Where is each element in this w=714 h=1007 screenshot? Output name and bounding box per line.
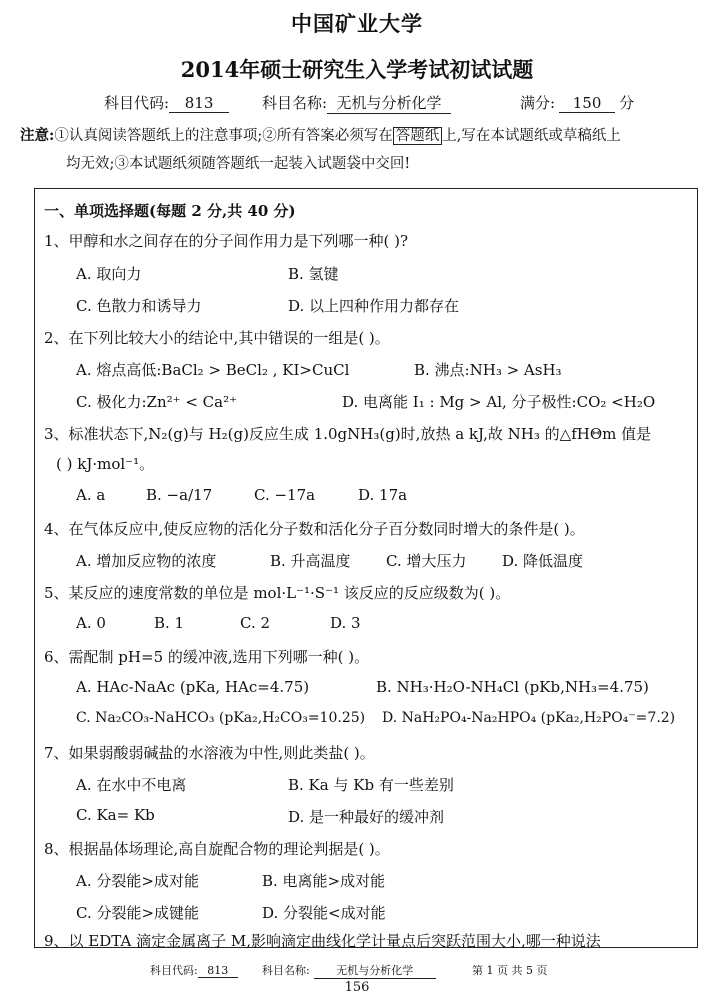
question-3: 3、标准状态下,N₂(g)与 H₂(g)反应生成 1.0gNH₃(g)时,放热 a kJ,故 NH₃ 的△fHΘm 值是 <box>44 425 652 443</box>
q4-option-d: D. 降低温度 <box>502 552 584 570</box>
page-number: 156 <box>344 980 370 995</box>
question-4: 4、在气体反应中,使反应物的活化分子数和活化分子百分数同时增大的条件是( )。 <box>44 520 585 538</box>
exam-title: 2014年硕士研究生入学考试初试试题 <box>180 57 534 82</box>
q2-option-a: A. 熔点高低:BaCl₂ > BeCl₂ , KI>CuCl <box>76 361 350 379</box>
footer-subject-name: 科目名称: 无机与分析化学 <box>262 962 436 979</box>
question-8: 8、根据晶体场理论,高自旋配合物的理论判据是( )。 <box>44 840 390 858</box>
q4-option-c: C. 增大压力 <box>386 552 467 570</box>
question-3-cont: ( ) kJ·mol⁻¹。 <box>56 455 155 473</box>
q7-option-b: B. Ka 与 Kb 有一些差别 <box>288 776 454 794</box>
university-title: 中国矿业大学 <box>291 11 423 36</box>
footer-page-indicator: 第 1 页 共 5 页 <box>472 964 548 977</box>
full-score: 满分: 150 分 <box>520 94 635 112</box>
q6-option-d: D. NaH₂PO₄-Na₂HPO₄ (pKa₂,H₂PO₄⁻=7.2) <box>382 710 676 726</box>
q5-option-d: D. 3 <box>330 614 361 632</box>
footer-subject-code: 科目代码: 813 <box>150 962 238 978</box>
q7-option-a: A. 在水中不电离 <box>76 776 187 794</box>
q4-option-a: A. 增加反应物的浓度 <box>76 552 217 570</box>
q6-option-a: A. HAc-NaAc (pKa, HAc=4.75) <box>76 678 310 696</box>
q1-option-a: A. 取向力 <box>76 265 142 283</box>
q7-option-c: C. Ka= Kb <box>76 806 155 824</box>
q5-option-b: B. 1 <box>154 614 185 632</box>
notice-line-1: 注意:①认真阅读答题纸上的注意事项;②所有答案必须写在 答题纸 上,写在本试题纸或草稿纸上 <box>20 127 621 144</box>
q1-option-d: D. 以上四种作用力都存在 <box>288 297 460 315</box>
q2-option-d: D. 电离能 I₁ : Mg > Al, 分子极性:CO₂ <H₂O <box>342 393 656 411</box>
subject-name: 科目名称: 无机与分析化学 <box>262 92 451 114</box>
q3-option-a: A. a <box>76 486 106 504</box>
q4-option-b: B. 升高温度 <box>270 552 351 570</box>
q7-option-d: D. 是一种最好的缓冲剂 <box>288 808 445 826</box>
q8-option-b: B. 电离能>成对能 <box>262 872 386 890</box>
q2-option-c: C. 极化力:Zn²⁺ < Ca²⁺ <box>76 393 238 411</box>
q8-option-a: A. 分裂能>成对能 <box>76 872 199 890</box>
q3-option-c: C. −17a <box>254 486 316 504</box>
question-5: 5、某反应的速度常数的单位是 mol·L⁻¹·S⁻¹ 该反应的反应级数为( )。 <box>44 584 511 602</box>
q6-option-c: C. Na₂CO₃-NaHCO₃ (pKa₂,H₂CO₃=10.25) <box>76 710 366 726</box>
question-7: 7、如果弱酸弱碱盐的水溶液为中性,则此类盐( )。 <box>44 744 375 762</box>
q3-option-d: D. 17a <box>358 486 408 504</box>
question-6: 6、需配制 pH=5 的缓冲液,选用下列哪一种( )。 <box>44 648 370 666</box>
notice-line-2: 均无效;③本试题纸须随答题纸一起装入试题袋中交回! <box>66 156 411 172</box>
question-2: 2、在下列比较大小的结论中,其中错误的一组是( )。 <box>44 329 390 347</box>
q3-option-b: B. −a/17 <box>146 486 213 504</box>
q5-option-a: A. 0 <box>76 614 106 632</box>
question-9: 9、以 EDTA 滴定金属离子 M,影响滴定曲线化学计量点后突跃范围大小,哪一种说法 <box>44 932 601 950</box>
q6-option-b: B. NH₃·H₂O-NH₄Cl (pKb,NH₃=4.75) <box>376 678 649 696</box>
section-heading: 一、单项选择题(每题 2 分,共 40 分) <box>44 202 296 220</box>
q1-option-c: C. 色散力和诱导力 <box>76 297 202 315</box>
q2-option-b: B. 沸点:NH₃ > AsH₃ <box>414 361 562 379</box>
q8-option-d: D. 分裂能<成对能 <box>262 904 386 922</box>
q1-option-b: B. 氢键 <box>288 265 339 283</box>
q8-option-c: C. 分裂能>成键能 <box>76 904 200 922</box>
subject-code: 科目代码: 813 <box>104 92 229 113</box>
question-1: 1、甲醇和水之间存在的分子间作用力是下列哪一种( )? <box>44 232 409 250</box>
q5-option-c: C. 2 <box>240 614 271 632</box>
